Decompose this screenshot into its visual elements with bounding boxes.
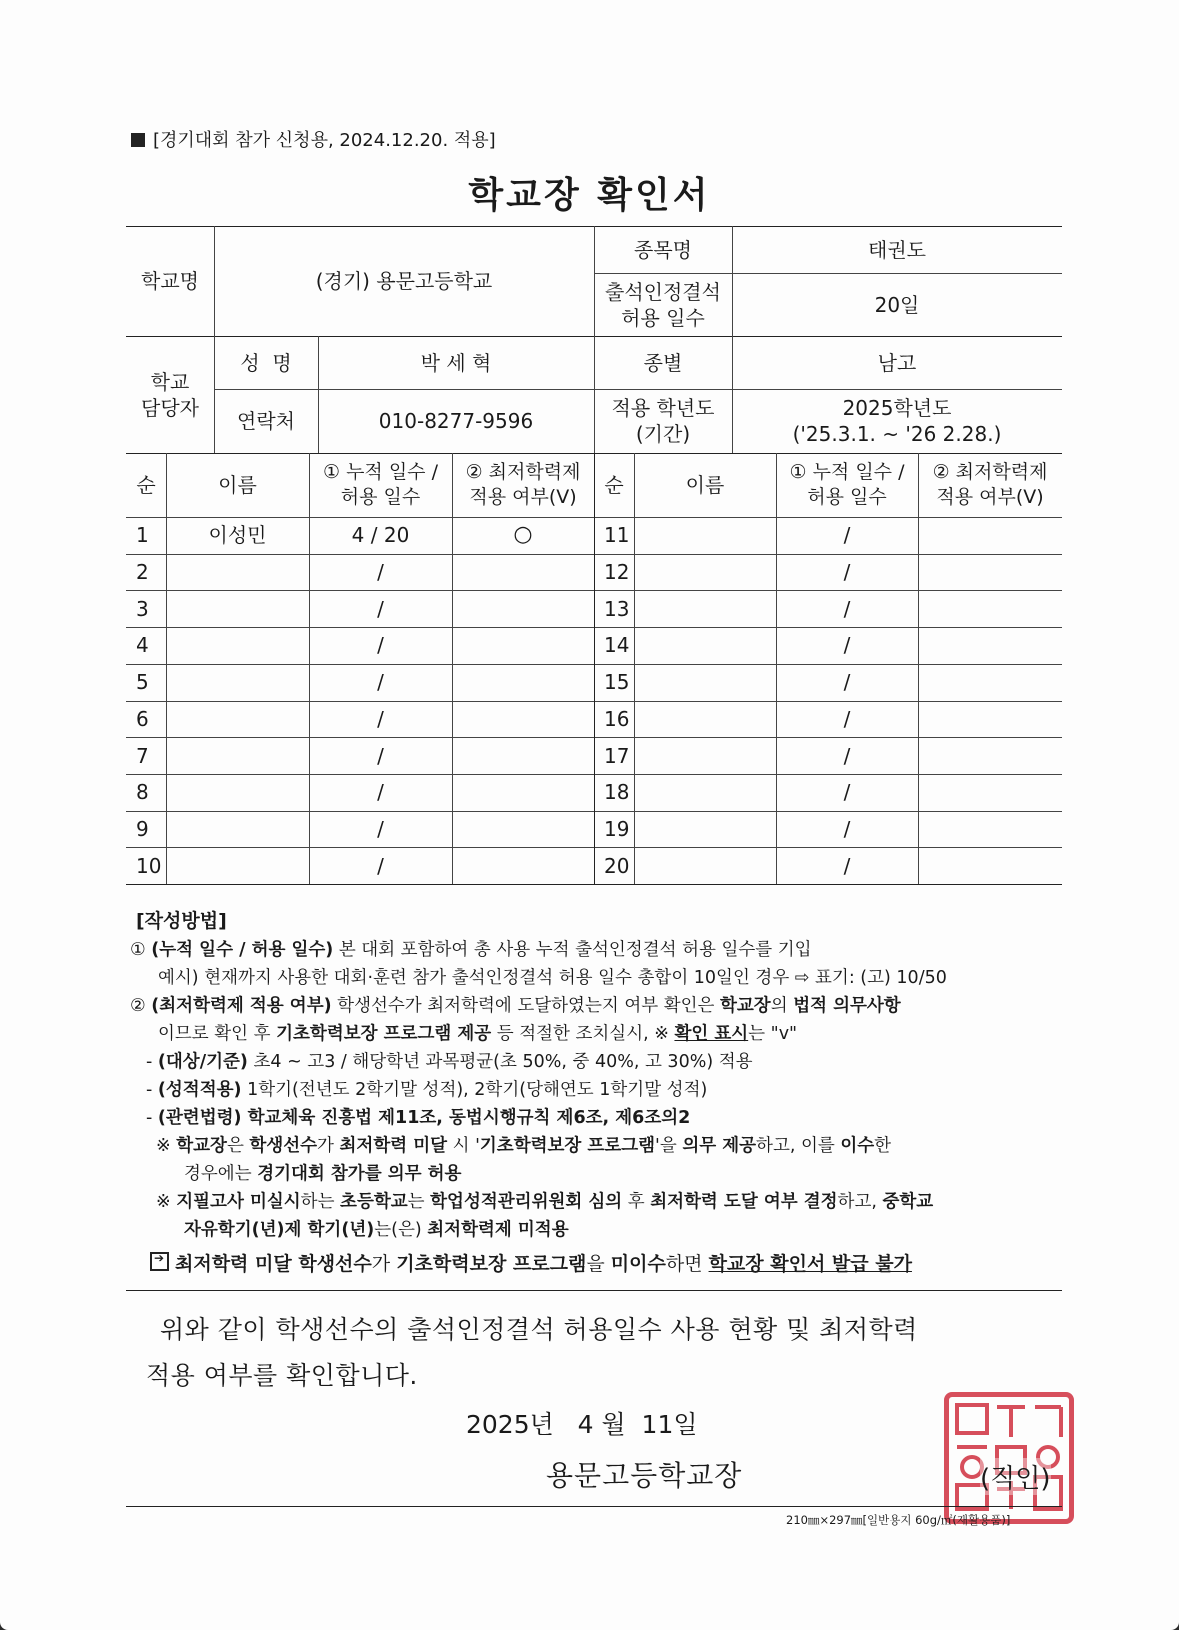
detail-grades-text: 1학기(전년도 2학기말 성적), 2학기(당해연도 1학기말 성적)	[241, 1080, 708, 1100]
school-year-label-line1: 적용 학년도	[611, 396, 715, 420]
row-student-name	[634, 627, 776, 664]
row-student-name	[634, 590, 776, 627]
row-number: 4	[136, 633, 149, 658]
issue-date	[466, 1405, 698, 1441]
row-days: /	[843, 816, 851, 841]
header-min-line2: 적용 여부(V)	[936, 486, 1044, 508]
s2-line2-a: 자유학기(년)제 학기(년)	[184, 1220, 375, 1240]
row-student-name	[166, 737, 309, 774]
school-year-label	[594, 389, 732, 453]
row-student-name	[166, 811, 309, 848]
row-number: 19	[604, 816, 630, 841]
row-number: 16	[604, 706, 630, 731]
row-student-name	[634, 664, 776, 701]
school-year-label-line2: (기간)	[635, 422, 691, 446]
reference-mark: ※	[156, 1136, 177, 1156]
detail-target: - (대상/기준) 초4 ~ 고3 / 해당학년 과목평균(초 50%, 중 40%, 고 30%) 적용	[146, 1052, 753, 1072]
row-min-standard	[452, 627, 594, 664]
row-days: /	[377, 780, 384, 805]
instruction-1-example: 예시) 현재까지 사용한 대회·훈련 참가 출석인정결석 허용 일수 총합이 10일인 경우 ⇨ 표기: (고) 10/50	[158, 968, 947, 988]
header-min-line2: 적용 여부(V)	[469, 486, 577, 508]
instruction-2-line2-a: 이므로 확인 후	[158, 1024, 277, 1044]
special-note-2	[156, 1192, 933, 1213]
detail-laws: - (관련법령) 학교체육 진흥법 제11조, 동법시행규칙 제6조, 제6조의2	[146, 1108, 691, 1128]
final-e: 미이수	[610, 1253, 666, 1275]
row-number: 3	[136, 596, 149, 621]
row-number: 14	[604, 633, 630, 658]
row-days: /	[377, 633, 384, 658]
row-number: 17	[604, 743, 630, 768]
row-number: 15	[604, 670, 630, 695]
header-days-left	[309, 453, 452, 517]
s1-d: 가	[317, 1136, 340, 1156]
header-min-left	[452, 453, 594, 517]
row-days: /	[843, 670, 851, 695]
instruction-2-line2-underline: 확인 표시	[674, 1024, 749, 1044]
row-min-standard	[918, 627, 1062, 664]
row-student-name	[166, 554, 309, 591]
s2-b: 하는	[300, 1192, 341, 1212]
instructions-heading: [작성방법]	[136, 910, 227, 932]
instruction-2-line2-bold: 기초학력보장 프로그램 제공	[276, 1024, 492, 1044]
row-days: /	[843, 706, 851, 731]
sport-value: 태권도	[868, 237, 926, 262]
row-min-standard	[452, 737, 594, 774]
row-number: 11	[604, 523, 630, 548]
allowed-days-label-line1: 출석인정결석	[605, 279, 721, 304]
row-days: /	[377, 560, 384, 585]
row-student-name	[166, 664, 309, 701]
detail-laws-text: 학교체육 진흥법 제11조, 동법시행규칙 제6조, 제6조의2	[241, 1108, 691, 1128]
confirmation-statement-line1: 위와 같이 학생선수의 출석인정결석 허용일수 사용 현황 및 최저학력	[160, 1315, 918, 1344]
manager-name-value: 박 세 혁	[420, 350, 492, 375]
s2-e: 학업성적관리위원회 심의	[430, 1192, 623, 1212]
sport-label: 종목명	[634, 237, 692, 262]
special-note-1-line2	[184, 1164, 461, 1185]
row-min-standard	[452, 774, 594, 811]
row-number: 5	[136, 670, 149, 695]
s1-j: 하고, 이를	[756, 1136, 841, 1156]
row-min-standard	[918, 590, 1062, 627]
instruction-1	[130, 940, 812, 961]
seal-label: (직인)	[980, 1458, 1051, 1495]
header-days-line2: 허용 일수	[340, 486, 421, 508]
manager-label-line2: 담당자	[141, 395, 199, 420]
instruction-2-title: (최저학력제 적용 여부)	[151, 996, 332, 1016]
manager-label-line1: 학교	[150, 369, 190, 394]
s1-line2-b: 경기대회 참가를 의무 허용	[257, 1164, 462, 1184]
row-min-standard	[452, 847, 594, 884]
date-year: 2025년	[466, 1410, 554, 1439]
school-year-value-line2: ('25.3.1. ~ '26 2.28.)	[792, 422, 1002, 446]
row-student-name	[634, 554, 776, 591]
reference-mark: ※	[156, 1192, 177, 1212]
s2-a: 지필고사 미실시	[176, 1192, 301, 1212]
row-min-standard	[918, 811, 1062, 848]
final-g: 학교장 확인서 발급 불가	[708, 1253, 912, 1275]
s2-f: 후	[622, 1192, 651, 1212]
header-min-line1: ② 최저학력제	[932, 461, 1048, 484]
principal-signature-line: 용문고등학교장	[546, 1459, 743, 1492]
instruction-1-text: 본 대회 포함하여 총 사용 누적 출석인정결석 허용 일수를 기입	[333, 940, 812, 960]
instruction-2-bold-d: 법적 의무사항	[793, 996, 901, 1016]
row-min-standard	[918, 554, 1062, 591]
row-days: /	[377, 670, 384, 695]
allowed-days-value: 20일	[874, 292, 920, 317]
row-min-standard	[452, 554, 594, 591]
s1-a: 학교장	[176, 1136, 227, 1156]
s1-f: 시 '	[447, 1136, 480, 1156]
row-student-name	[634, 701, 776, 738]
s2-i: 중학교	[882, 1192, 934, 1212]
final-f: 하면	[665, 1253, 709, 1275]
instruction-2-line2-b: 등 적절한 조치실시, ※	[491, 1024, 675, 1044]
s2-d: 는	[407, 1192, 431, 1212]
date-month: 4 월	[577, 1410, 626, 1439]
row-min-standard	[918, 701, 1062, 738]
detail-target-title: (대상/기준)	[157, 1052, 248, 1072]
s1-h: '을	[655, 1136, 683, 1156]
detail-laws-title: (관련법령)	[157, 1108, 242, 1128]
circled-two: ②	[130, 996, 146, 1016]
s2-line2-b: 는(은)	[374, 1220, 428, 1240]
s2-h: 하고,	[837, 1192, 883, 1212]
special-note-2-line2	[184, 1220, 569, 1241]
row-number: 20	[604, 853, 630, 878]
header-min-line1: ② 최저학력제	[465, 461, 581, 484]
row-min-standard	[918, 847, 1062, 884]
s2-c: 초등학교	[340, 1192, 408, 1212]
contact-value: 010-8277-9596	[378, 409, 534, 433]
row-student-name	[166, 627, 309, 664]
row-student-name	[166, 701, 309, 738]
row-student-name	[634, 737, 776, 774]
final-b: 가	[371, 1253, 397, 1275]
row-min-standard	[918, 517, 1062, 554]
header-days-line1: ① 누적 일수 /	[323, 461, 438, 484]
row-min-standard	[452, 811, 594, 848]
school-year-value-line1: 2025학년도	[842, 396, 952, 420]
gender-value: 남고	[877, 350, 917, 375]
row-min-standard: ○	[513, 522, 533, 548]
row-min-standard	[918, 664, 1062, 701]
header-square-icon	[131, 133, 145, 147]
instruction-2-text-c: 의	[770, 996, 794, 1016]
paper-spec: 210㎜×297㎜[일반용지 60g/㎡(재활용품)]	[786, 1513, 1011, 1527]
school-name-value: (경기) 용문고등학교	[315, 269, 493, 293]
contact-label: 연락처	[237, 409, 295, 433]
s1-l: 한	[874, 1136, 892, 1156]
s1-i: 의무 제공	[682, 1136, 757, 1156]
school-name-label: 학교명	[141, 269, 199, 293]
manager-name-label: 성 명	[240, 350, 292, 375]
arrow-box-icon: ➔	[150, 1252, 169, 1271]
instruction-2-text-a: 학생선수가 최저학력에 도달하였는지 여부 확인은	[331, 996, 720, 1016]
header-no-right: 순	[604, 473, 624, 497]
final-c: 기초학력보장 프로그램	[396, 1253, 587, 1275]
row-days: /	[843, 743, 851, 768]
row-number: 2	[136, 560, 149, 585]
row-days: /	[843, 560, 851, 585]
row-student-name	[634, 517, 776, 554]
row-days: /	[843, 596, 851, 621]
instruction-2-line2-c: 는 "v"	[748, 1024, 798, 1044]
final-a: 최저학력 미달 학생선수	[175, 1253, 372, 1275]
form-version-tag: [경기대회 참가 신청용, 2024.12.20. 적용]	[153, 130, 496, 151]
row-number: 8	[136, 780, 149, 805]
allowed-days-label	[594, 273, 732, 336]
header-name-left: 이름	[218, 473, 257, 497]
school-year-value	[732, 389, 1062, 453]
s1-e: 최저학력 미달	[339, 1136, 448, 1156]
row-student-name	[166, 847, 309, 884]
header-min-right	[918, 453, 1062, 517]
s2-g: 최저학력 도달 여부 결정	[650, 1192, 838, 1212]
header-name-right: 이름	[685, 473, 725, 497]
row-number: 18	[604, 780, 630, 805]
row-student-name	[634, 847, 776, 884]
row-number: 7	[136, 743, 149, 768]
row-days: /	[843, 633, 851, 658]
header-no-left: 순	[136, 473, 156, 497]
row-min-standard	[918, 737, 1062, 774]
row-days: 4 / 20	[351, 523, 410, 548]
s1-line2-a: 경우에는	[184, 1164, 258, 1184]
final-warning	[150, 1252, 912, 1276]
manager-label	[126, 336, 214, 453]
header-days-line2: 허용 일수	[807, 486, 887, 508]
row-number: 10	[136, 853, 162, 878]
detail-grades-title: (성적적용)	[157, 1080, 242, 1100]
s1-k: 이수	[840, 1136, 875, 1156]
instruction-2	[130, 996, 901, 1017]
row-student-name: 이성민	[208, 523, 267, 548]
confirmation-statement-line2: 적용 여부를 확인합니다.	[146, 1361, 418, 1390]
gender-label: 종별	[643, 350, 683, 375]
detail-target-text: 초4 ~ 고3 / 해당학년 과목평균(초 50%, 중 40%, 고 30%) 적용	[247, 1052, 753, 1072]
row-number: 9	[136, 816, 149, 841]
row-number: 12	[604, 560, 630, 585]
row-min-standard	[452, 664, 594, 701]
row-days: /	[843, 853, 851, 878]
s2-line2-c: 최저학력제 미적용	[427, 1220, 569, 1240]
instruction-2-line2	[158, 1024, 797, 1045]
row-min-standard	[452, 590, 594, 627]
row-days: /	[377, 743, 384, 768]
row-student-name	[166, 774, 309, 811]
s1-b: 은	[226, 1136, 250, 1156]
allowed-days-label-line2: 허용 일수	[621, 305, 705, 330]
row-min-standard	[918, 774, 1062, 811]
row-student-name	[166, 590, 309, 627]
special-note-1	[156, 1136, 891, 1157]
row-number: 1	[136, 523, 149, 548]
final-d: 을	[586, 1253, 611, 1275]
row-min-standard	[452, 701, 594, 738]
detail-grades: - (성적적용) 1학기(전년도 2학기말 성적), 2학기(당해연도 1학기말 성적)	[146, 1080, 708, 1100]
row-days: /	[377, 816, 384, 841]
row-days: /	[843, 523, 851, 548]
row-number: 13	[604, 596, 630, 621]
row-days: /	[377, 596, 384, 621]
row-days: /	[843, 780, 851, 805]
circled-one: ①	[130, 940, 146, 960]
s1-g: 기초학력보장 프로그램	[479, 1136, 656, 1156]
header-days-right	[776, 453, 918, 517]
date-day: 11일	[641, 1410, 698, 1439]
s1-c: 학생선수	[249, 1136, 318, 1156]
row-days: /	[377, 853, 384, 878]
document-title: 학교장 확인서	[468, 175, 711, 216]
header-days-line1: ① 누적 일수 /	[789, 461, 905, 484]
row-number: 6	[136, 706, 149, 731]
instruction-2-bold-b: 학교장	[720, 996, 771, 1016]
row-student-name	[634, 811, 776, 848]
row-days: /	[377, 706, 384, 731]
row-student-name	[634, 774, 776, 811]
instruction-1-title: (누적 일수 / 허용 일수)	[151, 940, 334, 960]
